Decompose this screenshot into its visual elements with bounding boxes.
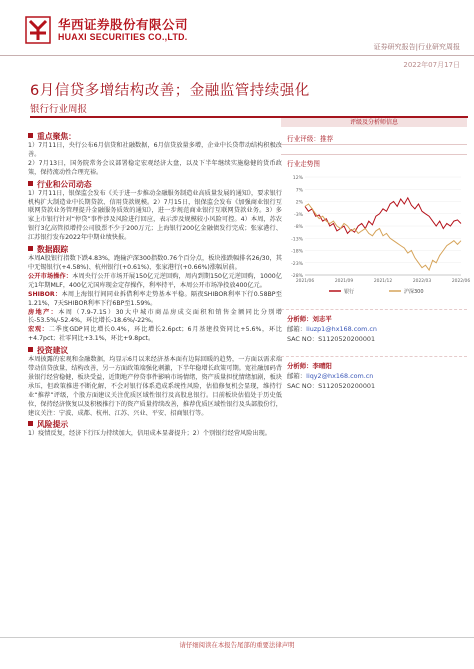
report-date: 2022年07月17日 [403, 61, 460, 69]
section-heading-invest: 投资建议 [28, 345, 282, 356]
company-name-en: HUAXI SECURITIES CO.,LTD. [58, 32, 188, 42]
analyst-email-row: 邮箱：liqy2@hx168.com.cn [287, 372, 374, 380]
x-tick-label: 2021/12 [373, 279, 393, 284]
huaxi-logo-icon [25, 15, 51, 45]
bullet-square-icon [28, 421, 33, 426]
analyst-sac: SAC NO：S1120520200001 [287, 382, 376, 390]
x-tick-label: 2022/06 [451, 279, 471, 284]
analyst-email-link[interactable]: liuzp1@hx168.com.cn [306, 325, 377, 333]
report-title: 6月信贷多增结构改善；金融监管持续强化 [30, 83, 310, 99]
legend-label: 银行 [344, 289, 355, 295]
y-tick-label: 2% [295, 200, 303, 206]
report-header [0, 0, 474, 69]
header-divider [0, 55, 474, 56]
y-tick-label: -8% [294, 225, 303, 230]
industry-rating: 行业评级：推荐 [281, 133, 467, 145]
analyst-sac: SAC NO：S1120520200001 [287, 335, 376, 343]
y-tick-label: -28% [291, 274, 303, 279]
bullet-square-icon [28, 133, 33, 138]
chart-title: 行业走势图 [287, 160, 320, 168]
section-heading-risk: 风险提示 [28, 419, 282, 430]
industry-paragraph: 1）7月11日，银保监会发布《关于进一步推动金融服务制造业高质量发展的通知》，要求银行机构扩大制造业中长期贷款、信用贷款规模。2）7月15日，银保监会发布《加强商业银行互联网贷款业务管理提升金融服务质效的通知》，进一步规范商业银行互联网贷款业务。3）多家上市银行针对“停贷”事件涉及风险进行回应，表示涉及规模较小风险可控。4）本周，苏农银行3亿高管拟增持公司股票不少于200万元；上海银行200亿金融债发行完成；张家港行、江苏银行发布2022年中期业绩快报。 [28, 189, 282, 242]
risk-paragraph: 1）疫情反复，经济下行压力持续加大，信用成本显著提升；2）个别银行经营风险出现。 [28, 430, 271, 438]
data-paragraph-money-market: 公开市场操作：本周央行公开市场开展150亿元逆回购，周内到期150亿元逆回购，1000亿元1年期MLF，400亿元国库现金定存操作，利率持平，本周公开市场净投放400亿元。 [28, 272, 282, 289]
analyst-card-2 [281, 356, 467, 395]
data-paragraph-index: 本周A股银行指数下跌4.83%，跑输沪深300指数0.76个百分点，板块涨跌幅排名26/30，其中无锡银行(+4.58%)、杭州银行(+0.61%)、张家港行(+0.66%)涨幅居前。 [28, 255, 282, 271]
x-tick-label: 2021/06 [295, 279, 315, 284]
analyst-email-row: 邮箱：liuzp1@hx168.com.cn [287, 325, 377, 333]
trend-chart [281, 171, 471, 301]
data-paragraph-housing: 房地产：本周（7.9-7.15）30大中城市商品房成交面积和销售金额同比分别增长-53.5%/-52.4%，环比增长-18.6%/-22%。 [28, 308, 282, 325]
series-line-1 [305, 198, 461, 234]
data-paragraph-shibor: SHIBOR：本周上海银行间同业拆借利率走势基本平稳。隔夜SHIBOR利率下行0.58BP至1.21%，7天SHIBOR利率下行6BP至1.59%。 [28, 290, 282, 307]
data-paragraph-macro: 宏观：二季度GDP同比增长0.4%，环比增长2.6pct；6月基建投资同比+5.6%，环比+4.7pct；社零同比+3.1%，环比+9.8pct。 [28, 326, 282, 343]
document-type: 证券研究报告|行业研究周报 [373, 43, 460, 51]
analyst-email-link[interactable]: liqy2@hx168.com.cn [306, 372, 374, 380]
invest-paragraph: 本周披露的宏观和金融数据，均显示6月以来经济基本面有边际回暖的趋势，一方面以需求端带动信贷放量，结构改善，另一方面政策端强化刺激，下半年稳增长政策可期。宽社融加码背景银行经营稳健，板块受益，近期地产停贷事件影响市场情绪，资产质量担忧情绪加剧，板块承压，但政策推进不断化解，不会对银行体系造成系统性风险，估值修复机会显现，维持行业“推荐”评级，个股方面建议关注优质区域性银行及高股息银行。目前板块估值处于历史低位，保持经济恢复以及积极推行下的资产质量持续改善，推荐优质区域性银行及头部股份行，建议关注：宁波、成都、杭州、江苏、兴业、平安、招商银行等。 [28, 356, 282, 417]
y-tick-label: -23% [291, 261, 303, 267]
rating-band: 评级及分析师信息 [281, 118, 467, 127]
legend-label: 沪深300 [404, 289, 424, 295]
y-tick-label: -18% [291, 249, 303, 255]
focus-paragraph-2: 2）7月13日，国务院常务会议部署稳定宏观经济大盘，以及下半年继续实施稳健的货币政策，保持流动性合理充裕。 [28, 159, 282, 176]
x-tick-label: 2021/09 [334, 279, 354, 284]
section-heading-industry: 行业和公司动态 [28, 179, 282, 190]
legal-notice: 请仔细阅读在本报告尾部的重要法律声明 [179, 641, 295, 649]
analyst-name: 分析师：刘志平 [287, 315, 332, 323]
footer-divider [0, 637, 474, 638]
section-heading-data: 数据跟踪 [28, 244, 282, 255]
bullet-square-icon [28, 246, 33, 251]
report-subtitle: 银行行业周报 [30, 104, 88, 115]
bullet-square-icon [28, 347, 33, 352]
y-tick-label: 7% [295, 188, 303, 194]
x-tick-label: 2022/03 [412, 279, 432, 284]
main-content [28, 130, 282, 439]
company-name-cn: 华西证券股份有限公司 [58, 17, 189, 32]
y-tick-label: -13% [291, 237, 303, 243]
bullet-square-icon [28, 181, 33, 186]
trend-chart-box [281, 154, 471, 301]
focus-paragraph-1: 1）7月11日，央行公布6月信贷和社融数据，6月信贷放量多增，企业中长贷带动结构积极改善。 [28, 142, 282, 158]
y-tick-label: -3% [294, 212, 303, 218]
analyst-card-1 [281, 309, 467, 348]
sidebar [281, 118, 471, 395]
section-heading-focus: 重点聚焦： [28, 131, 282, 142]
y-tick-label: 12% [292, 176, 303, 181]
analyst-name: 分析师：李晴阳 [287, 362, 332, 370]
